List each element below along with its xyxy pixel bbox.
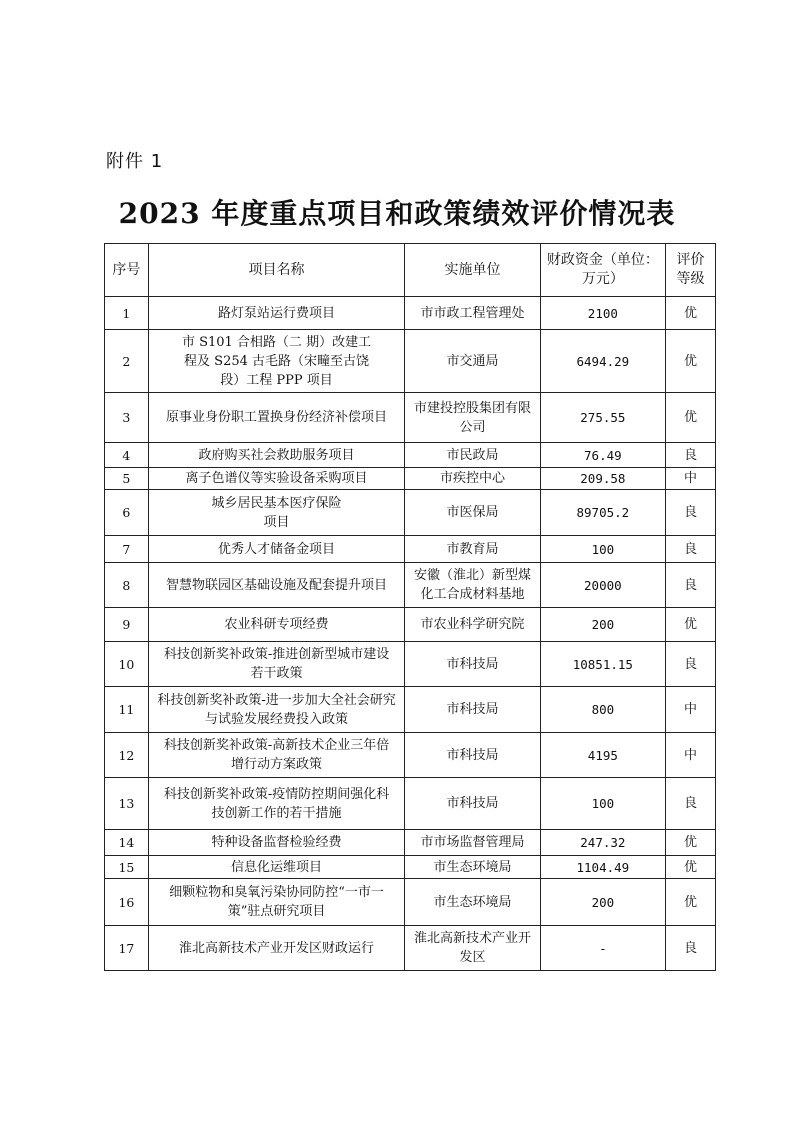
- cell-fund: 100: [540, 536, 665, 563]
- cell-fund: 247.32: [540, 830, 665, 856]
- cell-no: 11: [105, 687, 149, 733]
- table-row: [105, 608, 716, 642]
- cell-grade: 良: [665, 490, 715, 536]
- cell-grade: 优: [665, 608, 715, 642]
- cell-name: 科技创新奖补政策-推进创新型城市建设若干政策: [148, 642, 404, 687]
- table-header-row: [105, 244, 716, 297]
- cell-no: 16: [105, 879, 149, 926]
- cell-name: 特种设备监督检验经费: [148, 830, 404, 856]
- cell-no: 2: [105, 330, 149, 393]
- cell-no: 14: [105, 830, 149, 856]
- header-no: 序号: [105, 244, 149, 297]
- cell-grade: 良: [665, 778, 715, 830]
- cell-unit: 安徽（淮北）新型煤化工合成材料基地: [405, 563, 541, 608]
- table-row: [105, 563, 716, 608]
- cell-grade: 优: [665, 330, 715, 393]
- cell-grade: 良: [665, 443, 715, 468]
- cell-unit: 市生态环境局: [405, 879, 541, 926]
- cell-grade: 中: [665, 687, 715, 733]
- cell-unit: 市科技局: [405, 778, 541, 830]
- cell-no: 7: [105, 536, 149, 563]
- performance-table: [104, 243, 716, 971]
- table-row: [105, 330, 716, 393]
- table-row: [105, 642, 716, 687]
- cell-unit: 市科技局: [405, 642, 541, 687]
- cell-name: 智慧物联园区基础设施及配套提升项目: [148, 563, 404, 608]
- cell-fund: 20000: [540, 563, 665, 608]
- cell-name: 淮北高新技术产业开发区财政运行: [148, 926, 404, 971]
- cell-unit: 市医保局: [405, 490, 541, 536]
- cell-fund: 4195: [540, 733, 665, 778]
- cell-name: 城乡居民基本医疗保险项目: [148, 490, 404, 536]
- cell-fund: 10851.15: [540, 642, 665, 687]
- cell-name: 科技创新奖补政策-疫情防控期间强化科技创新工作的若干措施: [148, 778, 404, 830]
- cell-fund: 89705.2: [540, 490, 665, 536]
- table-row: [105, 490, 716, 536]
- cell-grade: 优: [665, 393, 715, 443]
- cell-unit: 市市场监督管理局: [405, 830, 541, 856]
- cell-unit: 市市政工程管理处: [405, 297, 541, 330]
- cell-no: 4: [105, 443, 149, 468]
- cell-name: 路灯泵站运行费项目: [148, 297, 404, 330]
- cell-fund: 209.58: [540, 468, 665, 490]
- cell-no: 12: [105, 733, 149, 778]
- cell-no: 9: [105, 608, 149, 642]
- header-unit: 实施单位: [405, 244, 541, 297]
- cell-no: 1: [105, 297, 149, 330]
- cell-no: 8: [105, 563, 149, 608]
- cell-unit: 市农业科学研究院: [405, 608, 541, 642]
- cell-unit: 淮北高新技术产业开发区: [405, 926, 541, 971]
- cell-name: 政府购买社会救助服务项目: [148, 443, 404, 468]
- cell-fund: 76.49: [540, 443, 665, 468]
- table-row: [105, 443, 716, 468]
- cell-name: 优秀人才储备金项目: [148, 536, 404, 563]
- cell-name: 离子色谱仪等实验设备采购项目: [148, 468, 404, 490]
- cell-no: 5: [105, 468, 149, 490]
- cell-fund: 200: [540, 608, 665, 642]
- cell-name: 细颗粒物和臭氧污染协同防控“一市一策”驻点研究项目: [148, 879, 404, 926]
- cell-grade: 良: [665, 563, 715, 608]
- cell-unit: 市建投控股集团有限公司: [405, 393, 541, 443]
- cell-grade: 中: [665, 733, 715, 778]
- cell-fund: 100: [540, 778, 665, 830]
- table-row: [105, 926, 716, 971]
- cell-grade: 优: [665, 297, 715, 330]
- table-row: [105, 468, 716, 490]
- cell-fund: 200: [540, 879, 665, 926]
- cell-fund: 2100: [540, 297, 665, 330]
- cell-grade: 良: [665, 642, 715, 687]
- header-fund: 财政资金（单位：万元）: [540, 244, 665, 297]
- cell-unit: 市科技局: [405, 733, 541, 778]
- cell-fund: 6494.29: [540, 330, 665, 393]
- cell-name: 科技创新奖补政策-高新技术企业三年倍增行动方案政策: [148, 733, 404, 778]
- table-row: [105, 879, 716, 926]
- cell-name: 农业科研专项经费: [148, 608, 404, 642]
- table-row: [105, 856, 716, 879]
- cell-name: 科技创新奖补政策-进一步加大全社会研究与试验发展经费投入政策: [148, 687, 404, 733]
- cell-unit: 市科技局: [405, 687, 541, 733]
- table-row: [105, 778, 716, 830]
- table-row: [105, 536, 716, 563]
- table-row: [105, 733, 716, 778]
- cell-fund: 800: [540, 687, 665, 733]
- table-row: [105, 830, 716, 856]
- cell-name: 市 S101 合相路（二 期）改建工程及 S254 古毛路（宋疃至古饶段）工程 PPP 项目: [148, 330, 404, 393]
- cell-fund: -: [540, 926, 665, 971]
- table-row: [105, 687, 716, 733]
- cell-no: 6: [105, 490, 149, 536]
- cell-unit: 市教育局: [405, 536, 541, 563]
- cell-grade: 良: [665, 926, 715, 971]
- cell-unit: 市生态环境局: [405, 856, 541, 879]
- cell-grade: 中: [665, 468, 715, 490]
- cell-grade: 良: [665, 536, 715, 563]
- header-grade: 评价等级: [665, 244, 715, 297]
- cell-no: 3: [105, 393, 149, 443]
- header-name: 项目名称: [148, 244, 404, 297]
- cell-grade: 优: [665, 879, 715, 926]
- attachment-label: 附件 1: [106, 151, 164, 172]
- table-row: [105, 393, 716, 443]
- cell-name: 信息化运维项目: [148, 856, 404, 879]
- page-title: 2023 年度重点项目和政策绩效评价情况表: [118, 197, 676, 230]
- cell-no: 10: [105, 642, 149, 687]
- cell-fund: 275.55: [540, 393, 665, 443]
- cell-grade: 优: [665, 856, 715, 879]
- cell-no: 13: [105, 778, 149, 830]
- cell-no: 17: [105, 926, 149, 971]
- cell-name: 原事业身份职工置换身份经济补偿项目: [148, 393, 404, 443]
- cell-unit: 市疾控中心: [405, 468, 541, 490]
- cell-fund: 1104.49: [540, 856, 665, 879]
- cell-unit: 市交通局: [405, 330, 541, 393]
- cell-grade: 优: [665, 830, 715, 856]
- cell-no: 15: [105, 856, 149, 879]
- table-row: [105, 297, 716, 330]
- cell-unit: 市民政局: [405, 443, 541, 468]
